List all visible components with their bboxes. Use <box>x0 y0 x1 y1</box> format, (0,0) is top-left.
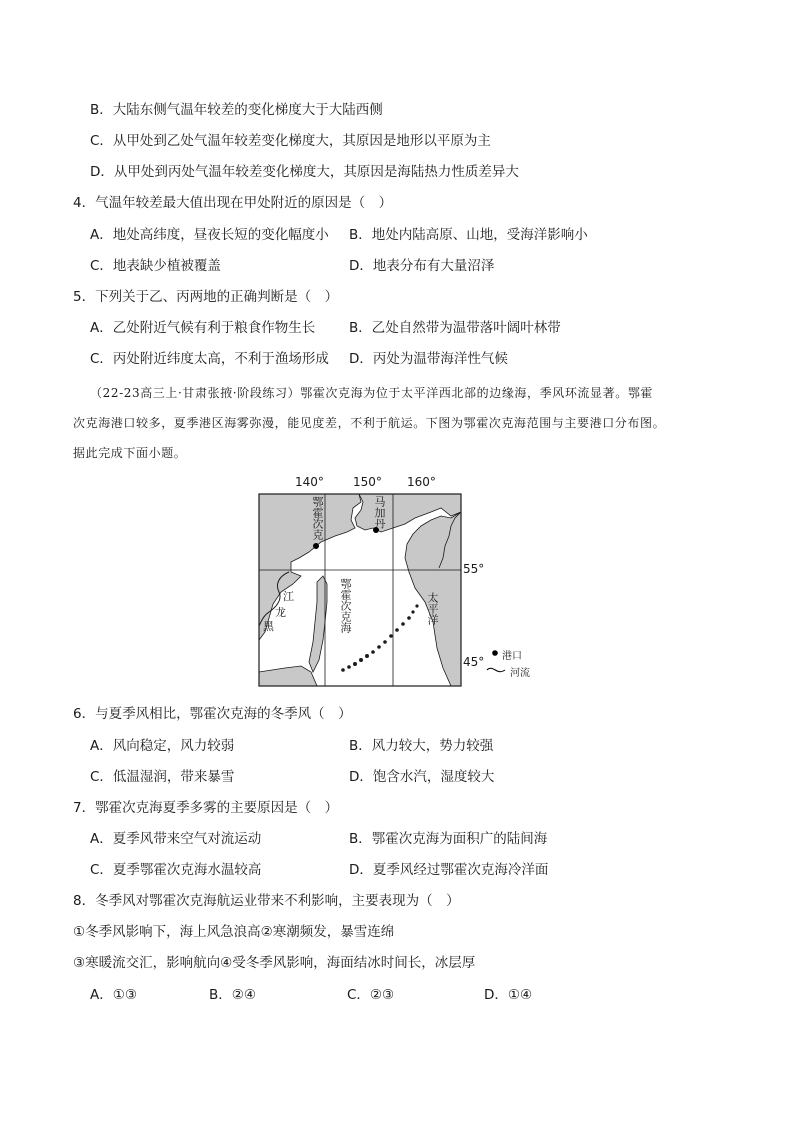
question-6-option-b: B．风力较大，势力较强 <box>349 738 494 754</box>
question-6-stem: 6．与夏季风相比，鄂霍次克海的冬季风（ ） <box>73 706 352 722</box>
map-label-okhotsk-sea: 鄂霍次克海 <box>339 578 352 633</box>
map-lon-label-140: 140° <box>295 475 324 489</box>
question-8-option-c: C．②③ <box>347 987 395 1003</box>
passage-line-1: （22-23高三上·甘肃张掖·阶段练习）鄂霍次克海为位于太平洋西北部的边缘海，季风环流显著。鄂霍 <box>90 386 654 400</box>
map-label-pacific: 太平洋 <box>426 592 439 625</box>
question-4-option-a: A．地处高纬度，昼夜长短的变化幅度小 <box>90 227 329 243</box>
map-lon-label-160: 160° <box>407 475 436 489</box>
question-7-option-c: C．夏季鄂霍次克海水温较高 <box>90 862 262 878</box>
question-4-option-b: B．地处内陆高原、山地，受海洋影响小 <box>349 227 588 243</box>
legend-river-line <box>487 668 505 671</box>
question-4-option-c: C．地表缺少植被覆盖 <box>90 258 221 274</box>
map-lat-label-45: 45° <box>463 655 485 669</box>
question-8-statements-1: ①冬季风影响下，海上风急浪高②寒潮频发，暴雪连绵 <box>73 924 395 940</box>
question-6-option-a: A．风向稳定，风力较弱 <box>90 738 235 754</box>
question-4-option-d: D．地表分布有大量沼泽 <box>349 258 495 274</box>
question-5-option-b: B．乙处自然带为温带落叶阔叶林带 <box>349 320 561 336</box>
question-8-option-a: A．①③ <box>90 987 137 1003</box>
map-lat-label-55: 55° <box>463 562 485 576</box>
map-lon-label-150: 150° <box>353 475 382 489</box>
question-8-stem: 8．冬季风对鄂霍次克海航运业带来不利影响，主要表现为（ ） <box>73 893 460 909</box>
map-label-amur-char: 黑 <box>263 620 274 633</box>
question-7-option-a: A．夏季风带来空气对流运动 <box>90 831 262 847</box>
question-5-option-d: D．丙处为温带海洋性气候 <box>349 351 508 367</box>
passage-line-3: 据此完成下面小题。 <box>73 446 187 460</box>
prev-option-c: C．从甲处到乙处气温年较差变化梯度大，其原因是地形以平原为主 <box>90 133 491 149</box>
question-8-option-d: D．①④ <box>484 987 533 1003</box>
question-5-option-a: A．乙处附近气候有利于粮食作物生长 <box>90 320 316 336</box>
legend-port-label: 港口 <box>502 651 522 662</box>
map-label-amur-char: 江 <box>283 590 294 603</box>
legend-port-marker <box>492 650 498 656</box>
question-5-stem: 5．下列关于乙、丙两地的正确判断是（ ） <box>73 289 339 305</box>
map-label-magadan: 马加丹 <box>373 496 386 529</box>
question-8-statements-2: ③寒暖流交汇，影响航向④受冬季风影响，海面结冰时间长，冰层厚 <box>73 955 476 971</box>
question-5-option-c: C．丙处附近纬度太高，不利于渔场形成 <box>90 351 329 367</box>
map-label-amur-char: 龙 <box>275 606 286 619</box>
port-okhotsk-marker <box>313 543 319 549</box>
question-7-stem: 7．鄂霍次克海夏季多雾的主要原因是（ ） <box>73 800 339 816</box>
question-7-option-d: D．夏季风经过鄂霍次克海冷洋面 <box>349 862 549 878</box>
question-6-option-c: C．低温湿润，带来暴雪 <box>90 769 235 785</box>
map-label-amur <box>261 582 301 642</box>
legend-river-label: 河流 <box>510 668 530 679</box>
question-6-option-d: D．饱含水汽，湿度较大 <box>349 769 495 785</box>
question-4-stem: 4．气温年较差最大值出现在甲处附近的原因是（ ） <box>73 195 393 211</box>
map-label-okhotsk-port: 鄂霍次克 <box>311 496 324 540</box>
okhotsk-sea-map <box>255 472 545 692</box>
prev-option-b: B．大陆东侧气温年较差的变化梯度大于大陆西侧 <box>90 102 383 118</box>
prev-option-d: D．从甲处到丙处气温年较差变化梯度大，其原因是海陆热力性质差异大 <box>90 164 519 180</box>
question-8-option-b: B．②④ <box>209 987 256 1003</box>
passage-line-2: 次克海港口较多，夏季港区海雾弥漫，能见度差，不利于航运。下图为鄂霍次克海范围与主要港口分布图。 <box>73 416 666 430</box>
question-7-option-b: B．鄂霍次克海为面积广的陆间海 <box>349 831 548 847</box>
